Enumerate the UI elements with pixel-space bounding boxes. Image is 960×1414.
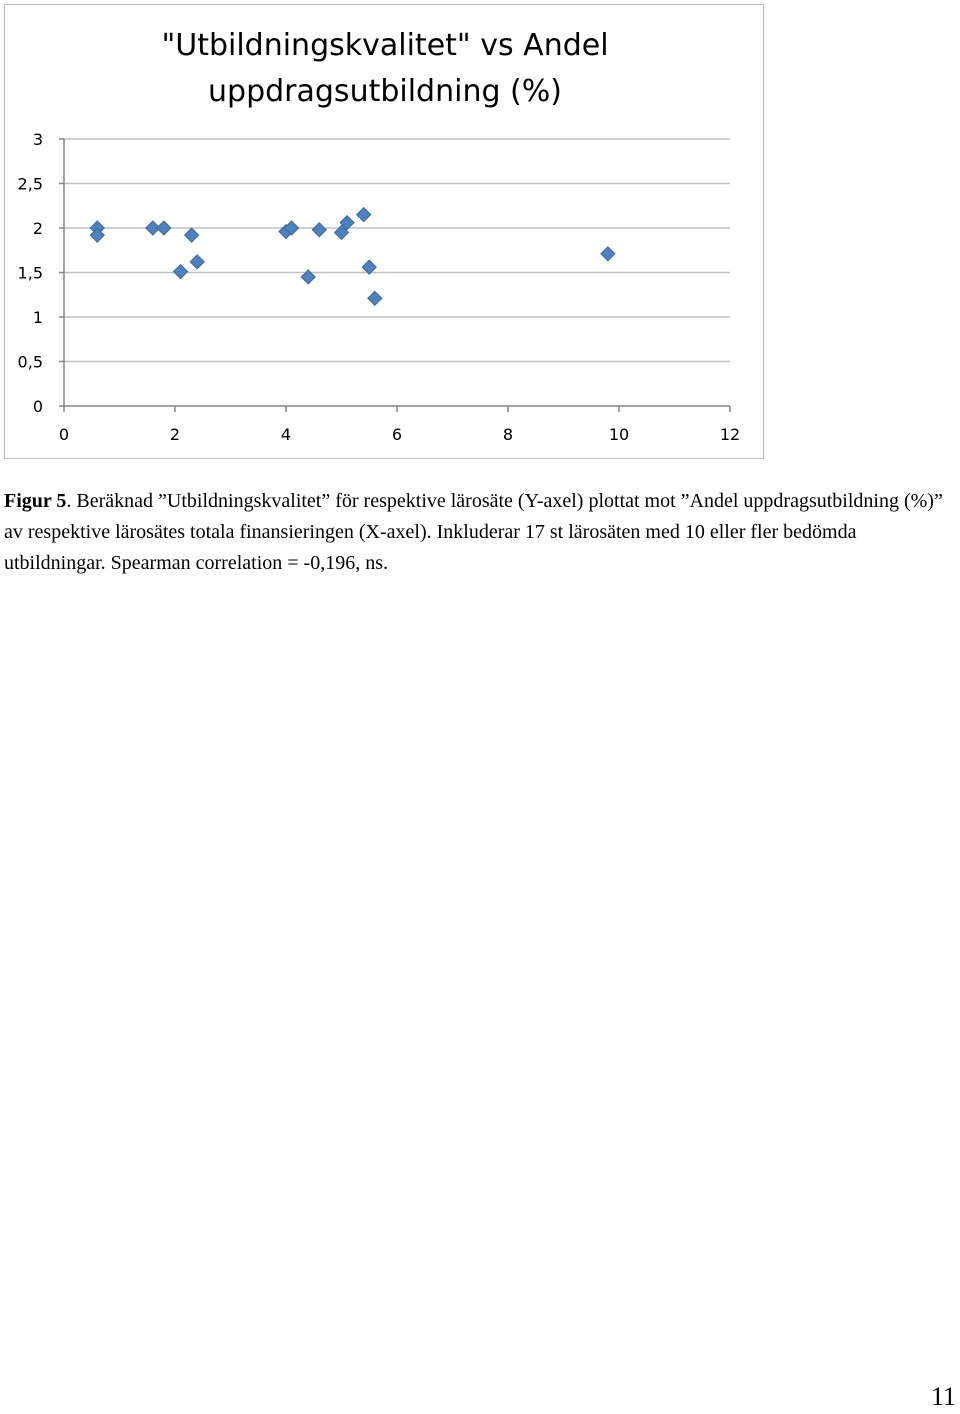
x-tick-label: 12 [719,425,741,444]
data-point-7 [190,255,204,269]
chart-frame [4,4,764,459]
scatter-plot [5,5,765,460]
x-tick-label: 4 [280,425,292,444]
page-number: 11 [930,1382,956,1411]
data-point-14 [357,208,371,222]
data-points [90,208,615,306]
x-tick-label: 6 [391,425,403,444]
caption-label: Figur 5 [4,490,67,512]
x-tick-label: 10 [608,425,630,444]
y-tick-label: 2,5 [17,174,43,194]
y-tick-label: 1,5 [17,263,43,283]
x-tick-label: 2 [169,425,181,444]
y-tick-label: 3 [32,130,43,149]
data-point-5 [174,265,188,279]
tick-labels [18,130,741,444]
data-point-16 [368,291,382,305]
y-tick-label: 2 [32,219,43,238]
y-tick-label: 1 [32,308,43,327]
caption-text: . Beräknad ”Utbildningskvalitet” för respektive lärosäte (Y-axel) plottat mot ”Andel uppdragsutbildning (%)” av respektive lärosätes totala finansieringen (X-axel). Inkluderar 17 st lärosäten med 10 eller fler bedömda utbildningar. Spearman correlation = -0,196, ns. [4,490,943,574]
data-point-17 [601,247,615,261]
data-point-6 [185,228,199,242]
chart-title: "Utbildningskvalitet" vs Andel uppdragsutbildning (%) [161,28,609,109]
data-point-11 [312,223,326,237]
gridlines [64,139,730,362]
figure-caption [4,486,954,579]
y-tick-label: 0,5 [17,352,43,372]
x-tick-label: 0 [58,425,70,444]
data-point-4 [157,221,171,235]
y-tick-label: 0 [32,397,43,416]
axes [59,139,730,412]
x-tick-label: 8 [502,425,514,444]
